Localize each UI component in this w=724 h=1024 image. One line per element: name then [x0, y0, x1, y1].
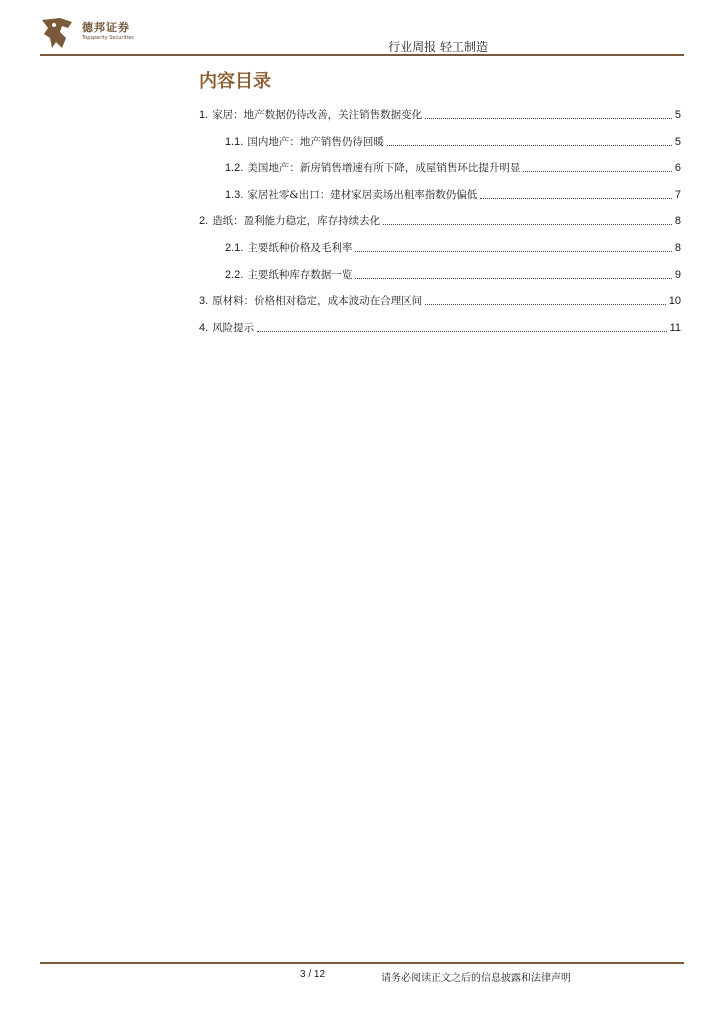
- toc-title: 内容目录: [199, 71, 271, 92]
- toc-entry[interactable]: [199, 319, 681, 335]
- toc-entry[interactable]: [199, 106, 681, 122]
- toc-leader-dots: [425, 304, 666, 305]
- toc-leader-dots: [355, 251, 672, 252]
- toc-leader-dots: [383, 224, 672, 225]
- toc-entry-page: 11: [669, 321, 681, 334]
- company-logo: [40, 16, 160, 52]
- toc-entry[interactable]: [225, 159, 681, 175]
- toc-entry-number: 1.2.: [225, 162, 244, 175]
- toc-entry-text: 美国地产：新房销售增速有所下降，成屋销售环比提升明显: [247, 162, 521, 175]
- toc-entry-number: 1.: [199, 109, 209, 121]
- toc-entry-page: 7: [674, 188, 681, 201]
- header-divider: [40, 54, 684, 56]
- toc-entry-number: 2.: [199, 215, 209, 228]
- toc-entry-text: 家居社零&出口：建材家居卖场出租率指数仍偏低: [247, 188, 478, 201]
- toc-entry[interactable]: [199, 212, 681, 228]
- toc-entry-text: 造纸：盈利能力稳定，库存持续去化: [212, 215, 381, 228]
- disclaimer-note: 请务必阅读正文之后的信息披露和法律声明: [381, 973, 571, 984]
- toc-entry[interactable]: [199, 292, 681, 308]
- toc-entry[interactable]: [225, 266, 681, 282]
- toc-entry-number: 2.1.: [225, 242, 244, 254]
- toc-entry[interactable]: [225, 133, 681, 149]
- toc-entry-text: 国内地产：地产销售仍待回暖: [247, 135, 384, 148]
- report-header-title: 行业周报 轻工制造: [388, 40, 488, 54]
- toc-leader-dots: [425, 118, 672, 119]
- page-indicator: 3 / 12: [300, 969, 326, 980]
- toc-entry-text: 家居：地产数据仍待改善，关注销售数据变化: [212, 109, 423, 121]
- brand-name-en: Topsperity Securities: [82, 35, 134, 41]
- toc-leader-dots: [387, 145, 672, 146]
- toc-entry-text: 主要纸种库存数据一览: [247, 268, 353, 281]
- toc-leader-dots: [257, 331, 666, 332]
- footer-divider: [40, 962, 684, 964]
- toc-entry-page: 10: [668, 295, 681, 308]
- toc-entry-number: 1.1.: [225, 135, 244, 148]
- toc-entry-number: 2.2.: [225, 268, 244, 281]
- toc-leader-dots: [480, 198, 672, 199]
- toc-entry-page: 5: [674, 109, 681, 121]
- toc-entry-page: 8: [674, 215, 681, 228]
- toc-entry[interactable]: [225, 186, 681, 202]
- brand-logo-icon: [40, 16, 76, 50]
- toc-entry-page: 5: [674, 135, 681, 148]
- toc-entry-number: 4.: [199, 321, 209, 334]
- toc-leader-dots: [355, 278, 672, 279]
- toc-entry-page: 9: [674, 268, 681, 281]
- toc-entry-text: 原材料：价格相对稳定，成本波动在合理区间: [212, 295, 423, 308]
- toc-entry-number: 1.3.: [225, 188, 244, 201]
- toc-entry-number: 3.: [199, 295, 209, 308]
- toc-entry-text: 风险提示: [212, 321, 255, 334]
- toc-leader-dots: [523, 171, 672, 172]
- toc-entry-text: 主要纸种价格及毛利率: [247, 242, 353, 254]
- brand-name-cn: 德邦证券: [82, 21, 130, 34]
- toc-entry-page: 6: [674, 162, 681, 175]
- toc-entry[interactable]: [225, 239, 681, 255]
- toc-entry-page: 8: [674, 242, 681, 254]
